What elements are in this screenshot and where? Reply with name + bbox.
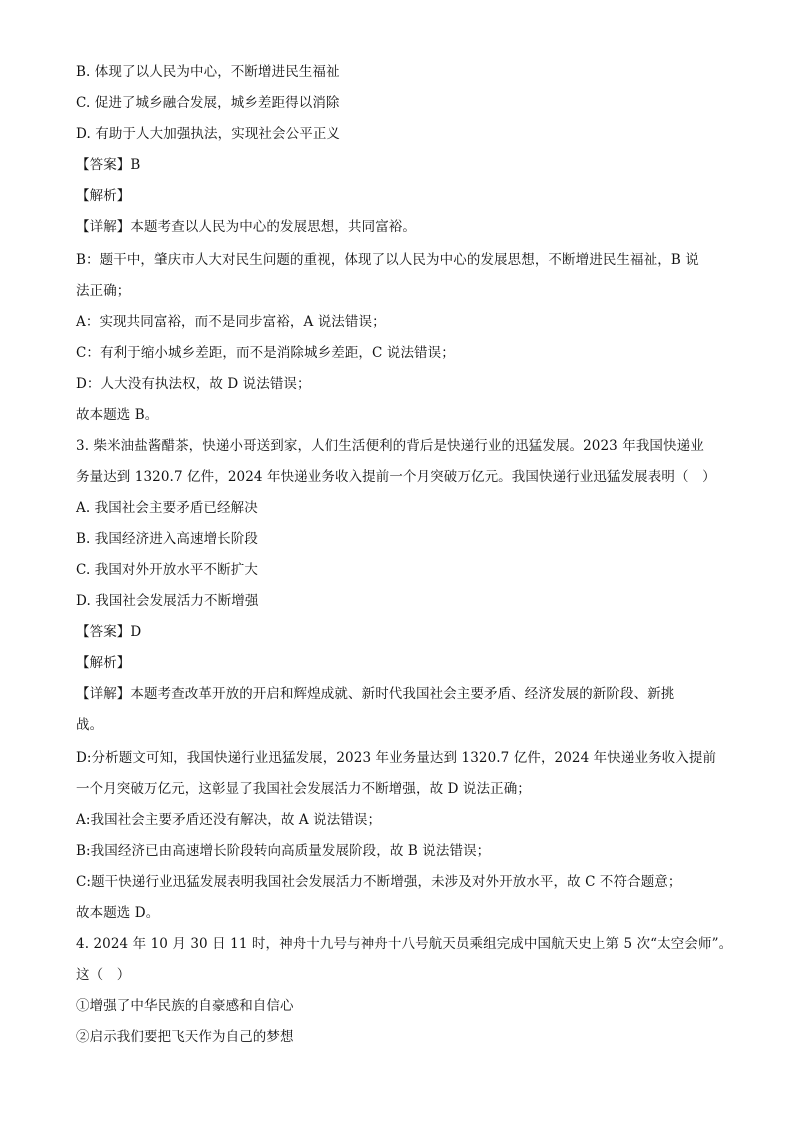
option-b: B. 我国经济进入高速增长阶段 xyxy=(76,531,259,547)
detail-text: 【详解】本题考查以人民为中心的发展思想，共同富裕。 xyxy=(76,219,416,235)
conclusion-line: 故本题选 D。 xyxy=(76,905,160,921)
explanation-line: B：题干中，肇庆市人大对民生问题的重视，体现了以人民为中心的发展思想，不断增进民生福祉，B 说 xyxy=(76,252,699,268)
answer-label: 【答案】B xyxy=(76,157,141,173)
explanation-line: B:我国经济已由高速增长阶段转向高质量发展阶段，故 B 说法错误； xyxy=(76,843,491,859)
explanation-line: D:分析题文可知，我国快递行业迅猛发展，2023 年业务量达到 1320.7 亿件，2024 年快递业务收入提前 xyxy=(76,750,717,766)
option-d: D. 有助于人大加强执法，实现社会公平正义 xyxy=(76,126,341,142)
explanation-line: 一个月突破万亿元，这彰显了我国社会发展活力不断增强，故 D 说法正确； xyxy=(76,781,531,797)
question-3-stem: 3. 柴米油盐酱醋茶，快递小哥送到家，人们生活便利的背后是快递行业的迅猛发展。2023 年我国快递业 xyxy=(76,438,704,454)
explanation-line: D：人大没有执法权，故 D 说法错误； xyxy=(76,376,311,392)
conclusion-line: 故本题选 B。 xyxy=(76,407,159,423)
explanation-line: C:题干快递行业迅猛发展表明我国社会发展活力不断增强，未涉及对外开放水平，故 C 不符合题意； xyxy=(76,874,682,890)
option-c: C. 促进了城乡融合发展，城乡差距得以消除 xyxy=(76,95,340,111)
detail-text: 战。 xyxy=(76,717,104,733)
question-4-stem: 这（ ） xyxy=(76,967,131,983)
statement-1: ①增强了中华民族的自豪感和自信心 xyxy=(76,998,294,1014)
analysis-label: 【解析】 xyxy=(76,655,131,671)
explanation-line: A:我国社会主要矛盾还没有解决，故 A 说法错误； xyxy=(76,812,382,828)
analysis-label: 【解析】 xyxy=(76,188,131,204)
option-c: C. 我国对外开放水平不断扩大 xyxy=(76,562,258,578)
answer-label: 【答案】D xyxy=(76,624,142,640)
option-a: A. 我国社会主要矛盾已经解决 xyxy=(76,500,258,516)
statement-2: ②启示我们要把飞天作为自己的梦想 xyxy=(76,1029,294,1045)
explanation-line: A：实现共同富裕，而不是同步富裕，A 说法错误； xyxy=(76,314,386,330)
explanation-line: 法正确； xyxy=(76,283,131,299)
question-3-stem: 务量达到 1320.7 亿件，2024 年快递业务收入提前一个月突破万亿元。我国快递行业迅猛发展表明（ ） xyxy=(76,469,716,485)
option-b: B. 体现了以人民为中心，不断增进民生福祉 xyxy=(76,64,340,80)
option-d: D. 我国社会发展活力不断增强 xyxy=(76,593,259,609)
question-4-stem: 4. 2024 年 10 月 30 日 11 时，神舟十九号与神舟十八号航天员乘组完成中国航天史上第 5 次“太空会师”。 xyxy=(76,936,733,952)
explanation-line: C：有利于缩小城乡差距，而不是消除城乡差距，C 说法错误； xyxy=(76,345,455,361)
detail-text: 【详解】本题考查改革开放的开启和辉煌成就、新时代我国社会主要矛盾、经济发展的新阶段、新挑 xyxy=(76,686,675,702)
